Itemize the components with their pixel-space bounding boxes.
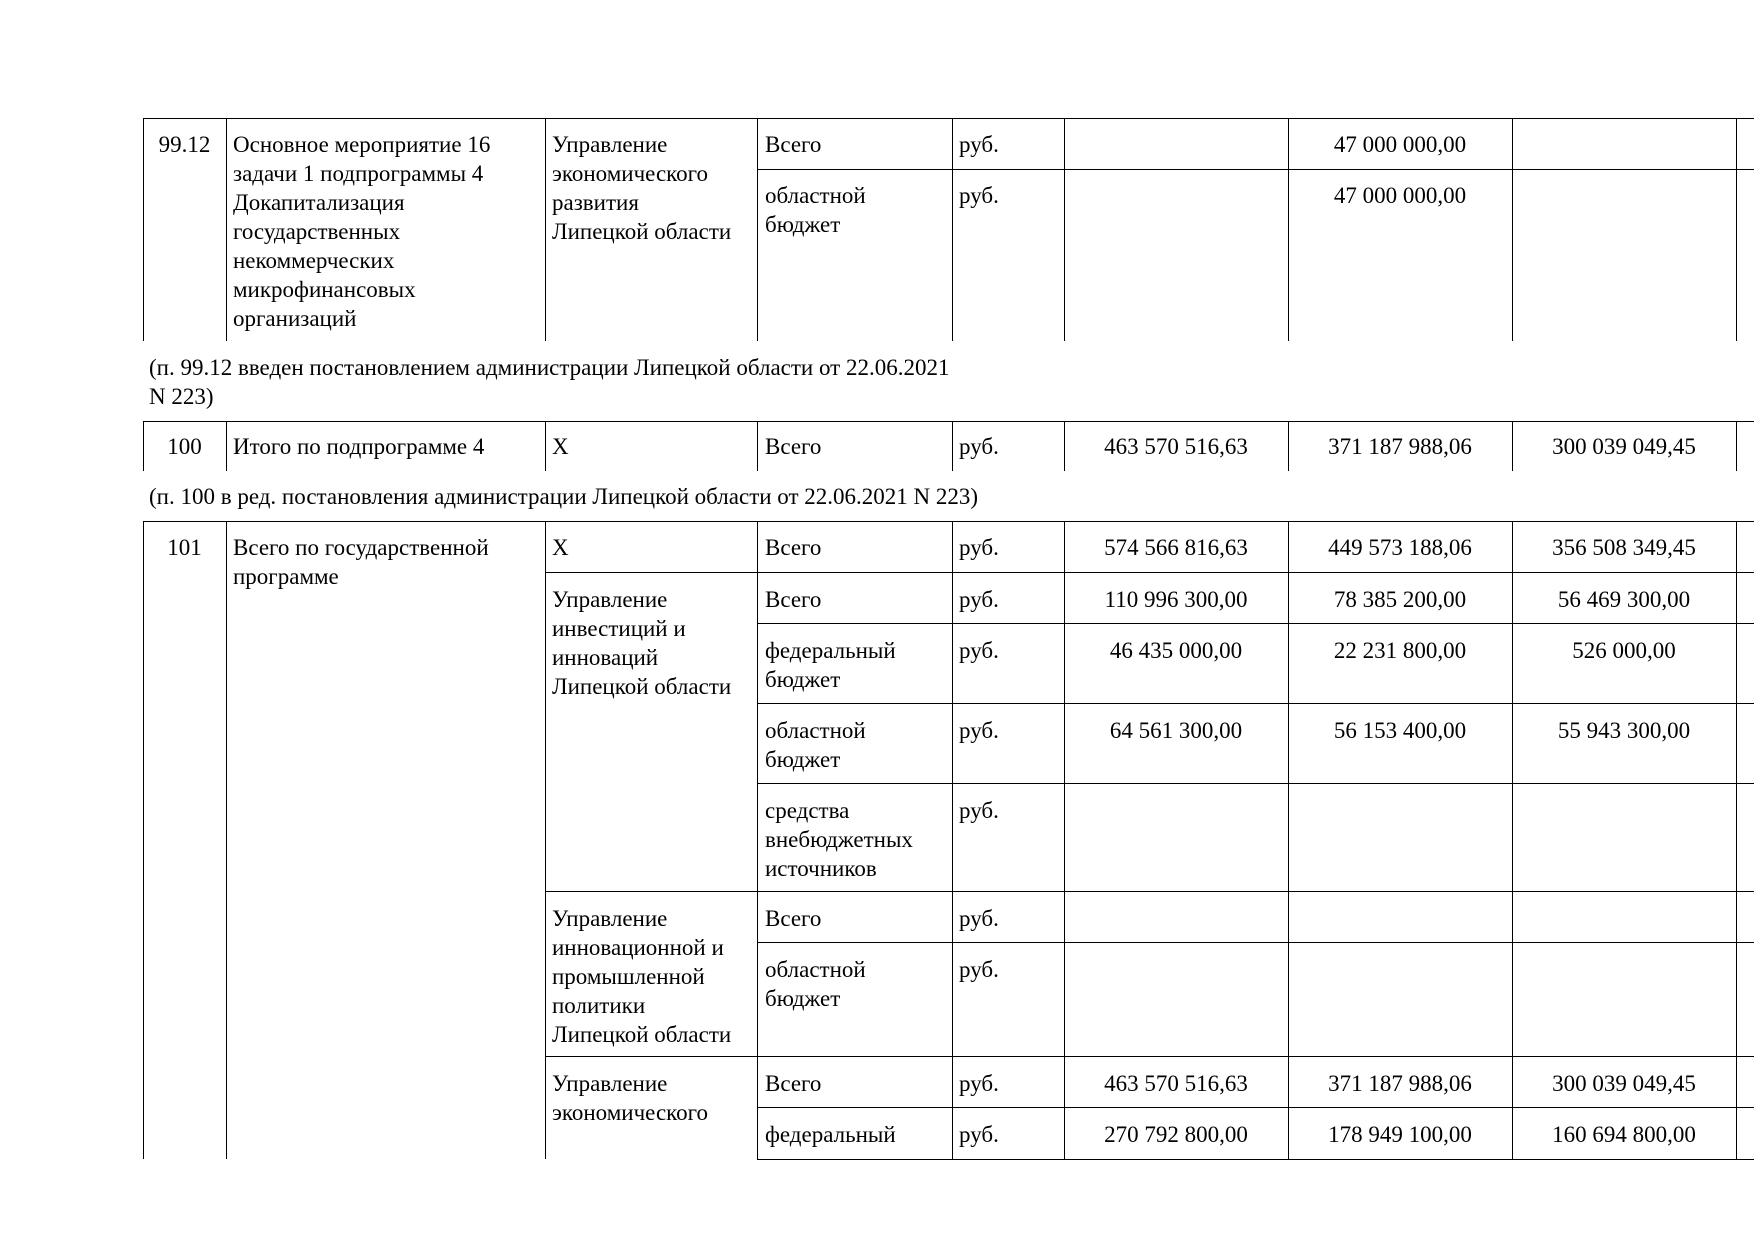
value-cell: 64 561 300,00 [1109,718,1243,743]
executor: Управление экономического [552,1071,709,1125]
measure-name: Итого по подпрограмме 4 [233,434,485,459]
value-cell: 300 039 049,45 [1552,434,1696,459]
measure-name: Основное мероприятие 16 задачи 1 подпрограммы 4 Докапитализация государственных некоммерческих микрофинансовых организаций [233,132,491,331]
executor: Управление инновационной и промышленной политики Липецкой области [552,906,732,1047]
funding-source: федеральный [765,1122,896,1147]
unit: руб. [959,718,999,743]
executor: Управление инвестиций и инноваций Липецкой области [552,587,732,699]
funding-source: Всего [765,587,822,612]
unit: руб. [959,957,999,982]
unit: руб. [959,183,999,208]
funding-source: областной бюджет [765,718,866,772]
value-cell: 46 435 000,00 [1109,638,1243,663]
value-cell: 526 000,00 [1572,638,1676,663]
value-cell: 449 573 188,06 [1328,535,1472,560]
unit: руб. [959,535,999,560]
value-cell: 574 566 816,63 [1104,535,1248,560]
value-cell: 371 187 988,06 [1328,434,1472,459]
funding-source: областной бюджет [765,957,866,1011]
row-number: 100 [167,434,202,459]
value-cell: 160 694 800,00 [1552,1122,1696,1147]
unit: руб. [959,132,999,157]
unit: руб. [959,638,999,663]
value-cell: 356 508 349,45 [1552,535,1696,560]
value-cell: 463 570 516,63 [1104,1071,1248,1096]
value-cell: 47 000 000,00 [1333,132,1467,157]
funding-source: Всего [765,434,822,459]
value-cell: 22 231 800,00 [1333,638,1467,663]
executor: X [552,434,569,459]
funding-source: Всего [765,535,822,560]
value-cell: 56 469 300,00 [1557,587,1691,612]
value-cell: 300 039 049,45 [1552,1071,1696,1096]
executor: X [552,535,569,560]
unit: руб. [959,906,999,931]
funding-source: областной бюджет [765,183,866,237]
value-cell: 55 943 300,00 [1557,718,1691,743]
funding-source: средства внебюджетных источников [765,798,913,881]
measure-name: Всего по государственной программе [233,535,489,589]
funding-source: Всего [765,132,822,157]
row-number: 101 [167,535,202,560]
value-cell: 371 187 988,06 [1328,1071,1472,1096]
value-cell: 47 000 000,00 [1333,183,1467,208]
unit: руб. [959,1071,999,1096]
unit: руб. [959,798,999,823]
funding-source: Всего [765,906,822,931]
value-cell: 463 570 516,63 [1104,434,1248,459]
funding-source: Всего [765,1071,822,1096]
amendment-note: (п. 99.12 введен постановлением администрации Липецкой области от 22.06.2021 N 223) [149,355,950,409]
funding-source: федеральный бюджет [765,638,896,692]
unit: руб. [959,434,999,459]
value-cell: 78 385 200,00 [1333,587,1467,612]
amendment-note: (п. 100 в ред. постановления администрации Липецкой области от 22.06.2021 N 223) [149,484,979,509]
row-number: 99.12 [158,132,211,157]
unit: руб. [959,1122,999,1147]
value-cell: 178 949 100,00 [1328,1122,1472,1147]
value-cell: 56 153 400,00 [1333,718,1467,743]
unit: руб. [959,587,999,612]
value-cell: 110 996 300,00 [1104,587,1248,612]
value-cell: 270 792 800,00 [1104,1122,1248,1147]
executor: Управление экономического развития Липецкой области [552,132,732,244]
